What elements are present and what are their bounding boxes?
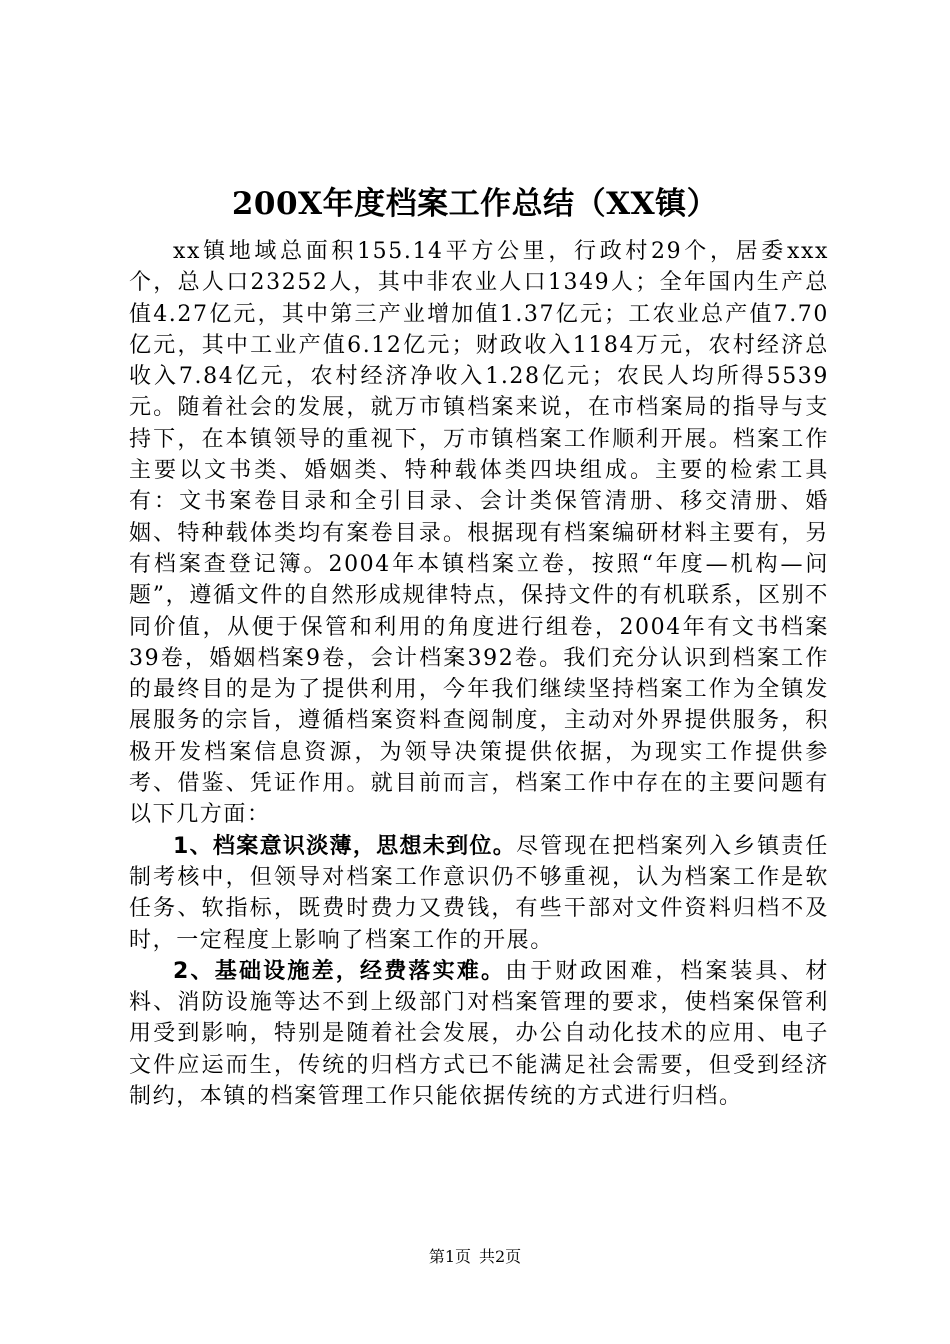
paragraph-issue-2	[129, 956, 829, 1112]
paragraph-overview	[129, 236, 829, 831]
page-footer	[0, 1246, 950, 1268]
paragraph-text: 由于财政困难，档案装具、材料、消防设施等达不到上级部门对档案管理的要求，使档案保管利用受到影响，特别是随着社会发展，办公自动化技术的应用、电子文件应运而生，传统的归档方式已不能满足社会需要，但受到经济制约，本镇的档案管理工作只能依据传统的方式进行归档。	[129, 958, 829, 1110]
paragraph-issue-1	[129, 831, 829, 956]
paragraph-text: xx镇地域总面积155.14平方公里，行政村29个，居委xxx个，总人口23252人，其中非农业人口1349人；全年国内生产总值4.27亿元，其中第三产业增加值1.37亿元；工农业总产值7.70亿元，其中工业产值6.12亿元；财政收入1184万元，农村经济总收入7.84亿元，农村经济净收入1.28亿元；农民人均所得5539元。随着社会的发展，就万市镇档案来说，在市档案局的指导与支持下，在本镇领导的重视下，万市镇档案工作顺利开展。档案工作主要以文书类、婚姻类、特种载体类四块组成。主要的检索工具有：文书案卷目录和全引目录、会计类保管清册、移交清册、婚姻、特种载体类均有案卷目录。根据现有档案编研材料主要有，另有档案查登记簿。2004年本镇档案立卷，按照“年度—机构—问题”，遵循文件的自然形成规律特点，保持文件的有机联系，区别不同价值，从便于保管和利用的角度进行组卷，2004年有文书档案39卷，婚姻档案9卷，会计档案392卷。我们充分认识到档案工作的最终目的是为了提供利用，今年我们继续坚持档案工作为全镇发展服务的宗旨，遵循档案资料查阅制度，主动对外界提供服务，积极开发档案信息资源，为领导决策提供依据，为现实工作提供参考、借鉴、凭证作用。就目前而言，档案工作中存在的主要问题有以下几方面：	[129, 239, 829, 828]
page-number-current: 第1页	[428, 1247, 471, 1266]
paragraph-text: 尽管现在把档案列入乡镇责任制考核中，但领导对档案工作意识仍不够重视，认为档案工作是软任务、软指标，既费时费力又费钱，有些干部对文件资料归档不及时，一定程度上影响了档案工作的开展。	[129, 833, 829, 953]
paragraph-lead: 1、档案意识淡薄，思想未到位。	[173, 833, 517, 859]
paragraph-lead: 2、基础设施差，经费落实难。	[173, 958, 506, 984]
page-number-total: 共2页	[479, 1247, 522, 1266]
document-title: 200X年度档案工作总结（XX镇）	[231, 186, 719, 222]
document-body	[129, 236, 829, 1112]
